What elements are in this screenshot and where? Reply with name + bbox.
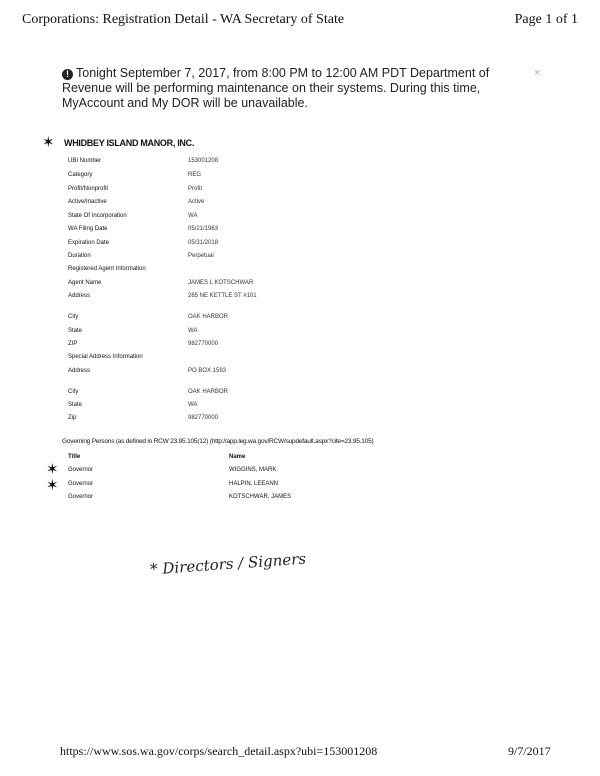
entity-name: WHIDBEY ISLAND MANOR, INC. bbox=[64, 138, 195, 148]
detail-value: OAK HARBOR bbox=[188, 389, 229, 395]
detail-value: WA bbox=[188, 328, 198, 334]
print-date: 9/7/2017 bbox=[508, 744, 551, 758]
detail-label: UBI Number bbox=[68, 158, 102, 164]
notice-text: Tonight September 7, 2017, from 8:00 PM to 12:00 AM PDT Department of Revenue will be performing maintenance on their systems. During this time, MyAccount and My DOR will be unavailable. bbox=[62, 66, 490, 110]
person-name: KOTSCHWAR, JAMES bbox=[229, 494, 292, 500]
detail-label: WA Filing Date bbox=[68, 226, 108, 232]
detail-label: Special Address Information bbox=[68, 354, 143, 360]
detail-value: 982770000 bbox=[188, 415, 219, 421]
detail-value: WA bbox=[188, 402, 198, 408]
page-url: https://www.sos.wa.gov/corps/search_detail.aspx?ubi=153001208 bbox=[60, 744, 378, 758]
close-icon[interactable]: × bbox=[534, 67, 541, 79]
detail-label: Zip bbox=[68, 415, 77, 421]
detail-value: OAK HARBOR bbox=[188, 314, 229, 320]
detail-label: Category bbox=[68, 172, 93, 178]
alert-icon: ! bbox=[62, 69, 73, 80]
governing-persons-heading[interactable]: Governing Persons (as defined in RCW 23.95.105(12) (http://app.leg.wa.gov/RCW/supdefault.aspx?cite=23.95.105) bbox=[62, 438, 374, 445]
asterisk-mark-icon: ✶ bbox=[46, 461, 59, 478]
detail-label: Address bbox=[68, 293, 91, 299]
detail-value: JAMES L KOTSCHWAR bbox=[188, 280, 254, 286]
handwritten-annotation: * Directors / Signers bbox=[149, 549, 307, 579]
detail-value: 982770000 bbox=[188, 341, 219, 347]
detail-label: State bbox=[68, 402, 83, 408]
detail-value: Active bbox=[188, 199, 205, 205]
detail-label: Profit/Nonprofit bbox=[68, 186, 109, 192]
detail-label: Registered Agent Information bbox=[68, 266, 146, 272]
detail-value: Profit bbox=[188, 186, 203, 192]
person-name: WIGGINS, MARK bbox=[229, 467, 277, 473]
detail-value: PO BOX 1593 bbox=[188, 368, 227, 374]
detail-label: Expiration Date bbox=[68, 240, 110, 246]
detail-label: City bbox=[68, 389, 79, 395]
detail-value: WA bbox=[188, 213, 198, 219]
person-name: HALPIN, LEEANN bbox=[229, 481, 279, 487]
person-title: Governor bbox=[68, 481, 94, 487]
detail-value: 153001208 bbox=[188, 158, 219, 164]
detail-value: Perpetual bbox=[188, 253, 214, 259]
name-column-header: Name bbox=[229, 454, 246, 460]
detail-label: Active/Inactive bbox=[68, 199, 107, 205]
detail-label: Duration bbox=[68, 253, 91, 259]
detail-label: State Of Incorporation bbox=[68, 213, 127, 219]
person-title: Governor bbox=[68, 494, 94, 500]
asterisk-mark-icon: ✶ bbox=[46, 477, 59, 494]
detail-label: ZIP bbox=[68, 341, 78, 347]
person-title: Governor bbox=[68, 467, 94, 473]
page-number: Page 1 of 1 bbox=[514, 12, 578, 27]
detail-value: 265 NE KETTLE ST #101 bbox=[188, 293, 257, 299]
detail-value: REG bbox=[188, 172, 202, 178]
detail-label: State bbox=[68, 328, 83, 334]
detail-value: 05/21/1963 bbox=[188, 226, 219, 232]
detail-value: 05/31/2018 bbox=[188, 240, 219, 246]
detail-label: Agent Name bbox=[68, 280, 102, 286]
detail-label: City bbox=[68, 314, 79, 320]
asterisk-mark-icon: ✶ bbox=[42, 134, 55, 151]
detail-label: Address bbox=[68, 368, 91, 374]
title-column-header: Title bbox=[68, 454, 81, 460]
maintenance-notice bbox=[62, 66, 522, 111]
document-title: Corporations: Registration Detail - WA Secretary of State bbox=[22, 12, 345, 27]
